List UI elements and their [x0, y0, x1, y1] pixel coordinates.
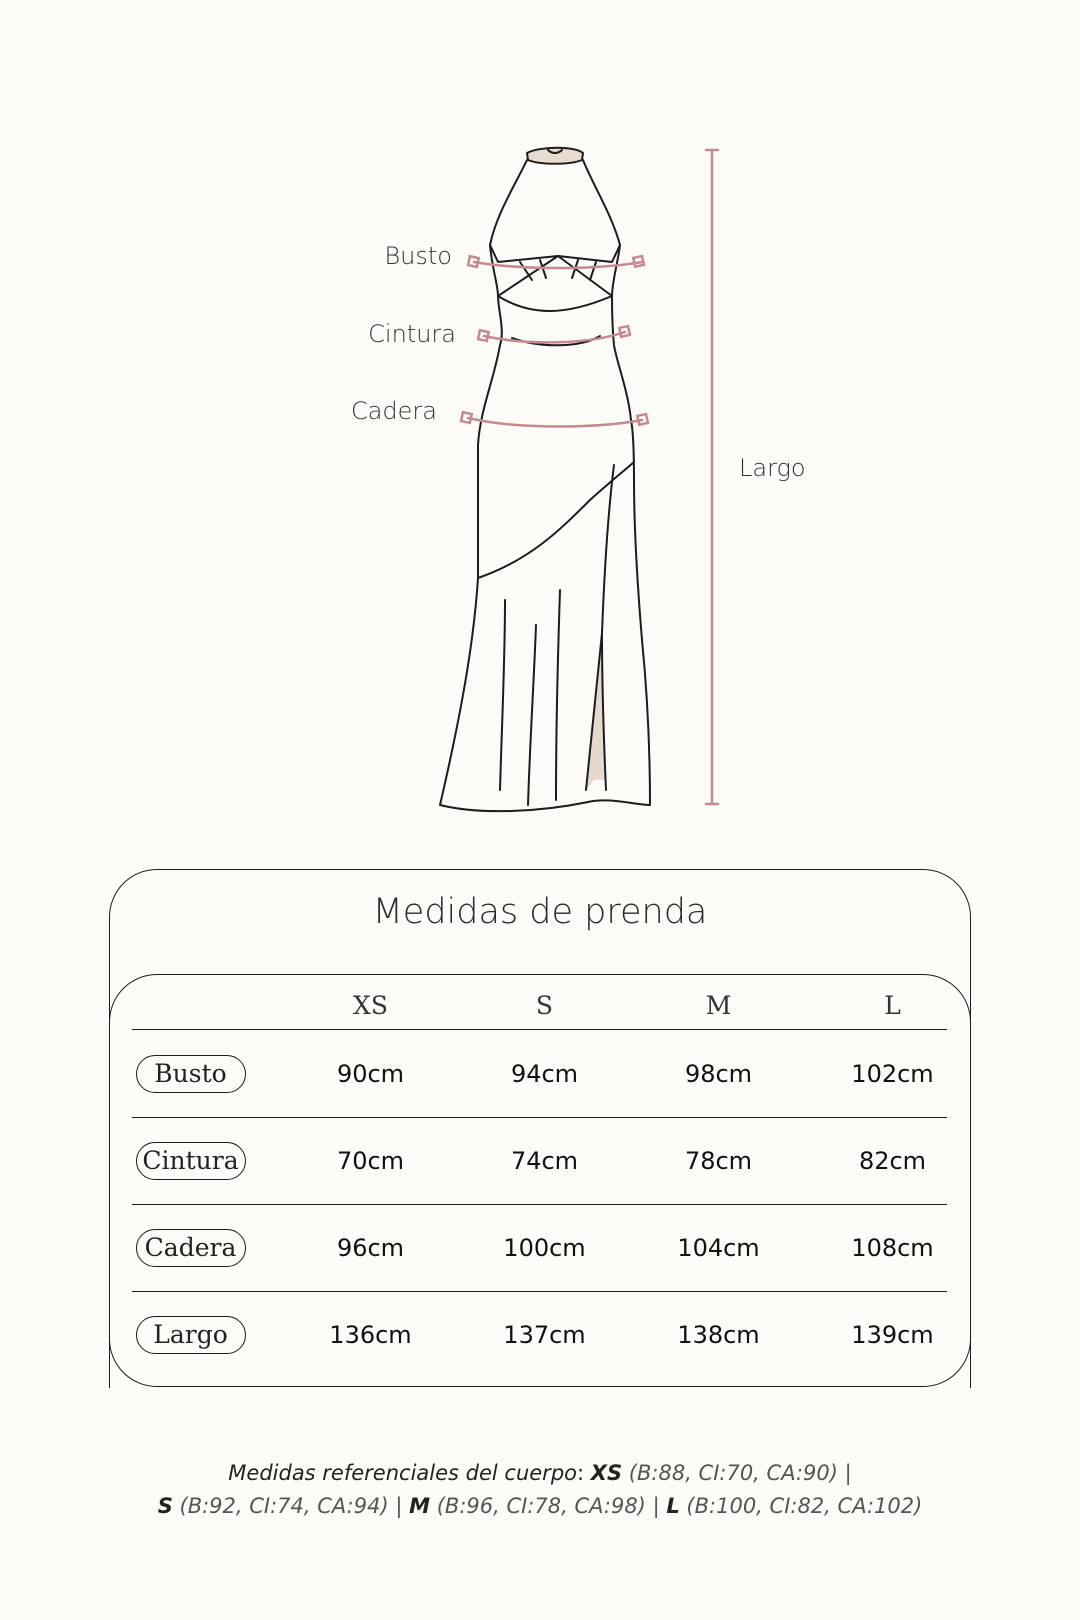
bust-label: Busto	[384, 242, 452, 270]
table-row-cintura	[132, 1118, 947, 1205]
value-cadera-s: 100cm	[503, 1234, 586, 1262]
value-busto-xs: 90cm	[336, 1060, 405, 1088]
hip-marker-left	[461, 412, 472, 423]
footnote-separator: |	[395, 1494, 403, 1518]
size-xs-header: XS	[353, 990, 388, 1020]
hip-label: Cadera	[350, 397, 437, 425]
table-row-cadera	[132, 1205, 947, 1292]
row-label-busto: Busto	[136, 1055, 246, 1093]
value-cadera-xs: 96cm	[336, 1234, 405, 1262]
halter-collar	[527, 148, 583, 164]
value-busto-s: 94cm	[510, 1060, 579, 1088]
size-l-header: L	[884, 990, 901, 1020]
size-m-header: M	[705, 990, 732, 1020]
value-largo-m: 138cm	[677, 1321, 760, 1349]
value-busto-l: 102cm	[851, 1060, 934, 1088]
size-header-row	[132, 975, 947, 1030]
footnote-detail-s: (B:92, CI:74, CA:94)	[179, 1494, 389, 1518]
footnote-size-l: L	[666, 1494, 680, 1518]
size-table	[109, 974, 971, 1388]
footnote-detail-xs: (B:88, CI:70, CA:90)	[628, 1461, 838, 1485]
footnote-detail-m: (B:96, CI:78, CA:98)	[436, 1494, 646, 1518]
value-cintura-xs: 70cm	[336, 1147, 405, 1175]
row-label-largo: Largo	[136, 1316, 246, 1354]
body-measurements-note	[0, 1457, 1080, 1523]
value-largo-s: 137cm	[503, 1321, 586, 1349]
hip-measure-line	[468, 418, 642, 427]
value-cadera-m: 104cm	[677, 1234, 760, 1262]
value-cintura-m: 78cm	[684, 1147, 753, 1175]
value-cadera-l: 108cm	[851, 1234, 934, 1262]
footnote-lead: Medidas referenciales del cuerpo	[228, 1461, 577, 1485]
value-cintura-l: 82cm	[858, 1147, 927, 1175]
length-label: Largo	[739, 454, 806, 482]
footnote-separator: |	[652, 1494, 660, 1518]
footnote-detail-l: (B:100, CI:82, CA:102)	[686, 1494, 923, 1518]
table-row-busto	[132, 1031, 947, 1118]
size-table-title: Medidas de prenda	[372, 892, 708, 932]
value-busto-m: 98cm	[684, 1060, 753, 1088]
value-largo-l: 139cm	[851, 1321, 934, 1349]
value-cintura-s: 74cm	[510, 1147, 579, 1175]
waist-label: Cintura	[368, 320, 456, 348]
value-largo-xs: 136cm	[329, 1321, 412, 1349]
table-row-largo	[132, 1292, 947, 1378]
waist-measure-line	[484, 332, 625, 342]
row-label-cintura: Cintura	[136, 1142, 246, 1180]
footnote-colon: :	[577, 1461, 585, 1485]
size-s-header: S	[535, 990, 554, 1020]
footnote-size-xs: XS	[590, 1461, 623, 1485]
footnote-size-s: S	[157, 1494, 173, 1518]
footnote-line-2	[0, 1490, 1080, 1523]
row-label-cadera: Cadera	[136, 1229, 246, 1267]
footnote-line-1	[0, 1457, 1080, 1490]
footnote-separator: |	[844, 1461, 852, 1485]
size-table-card	[109, 869, 971, 1387]
footnote-size-m: M	[409, 1494, 431, 1518]
